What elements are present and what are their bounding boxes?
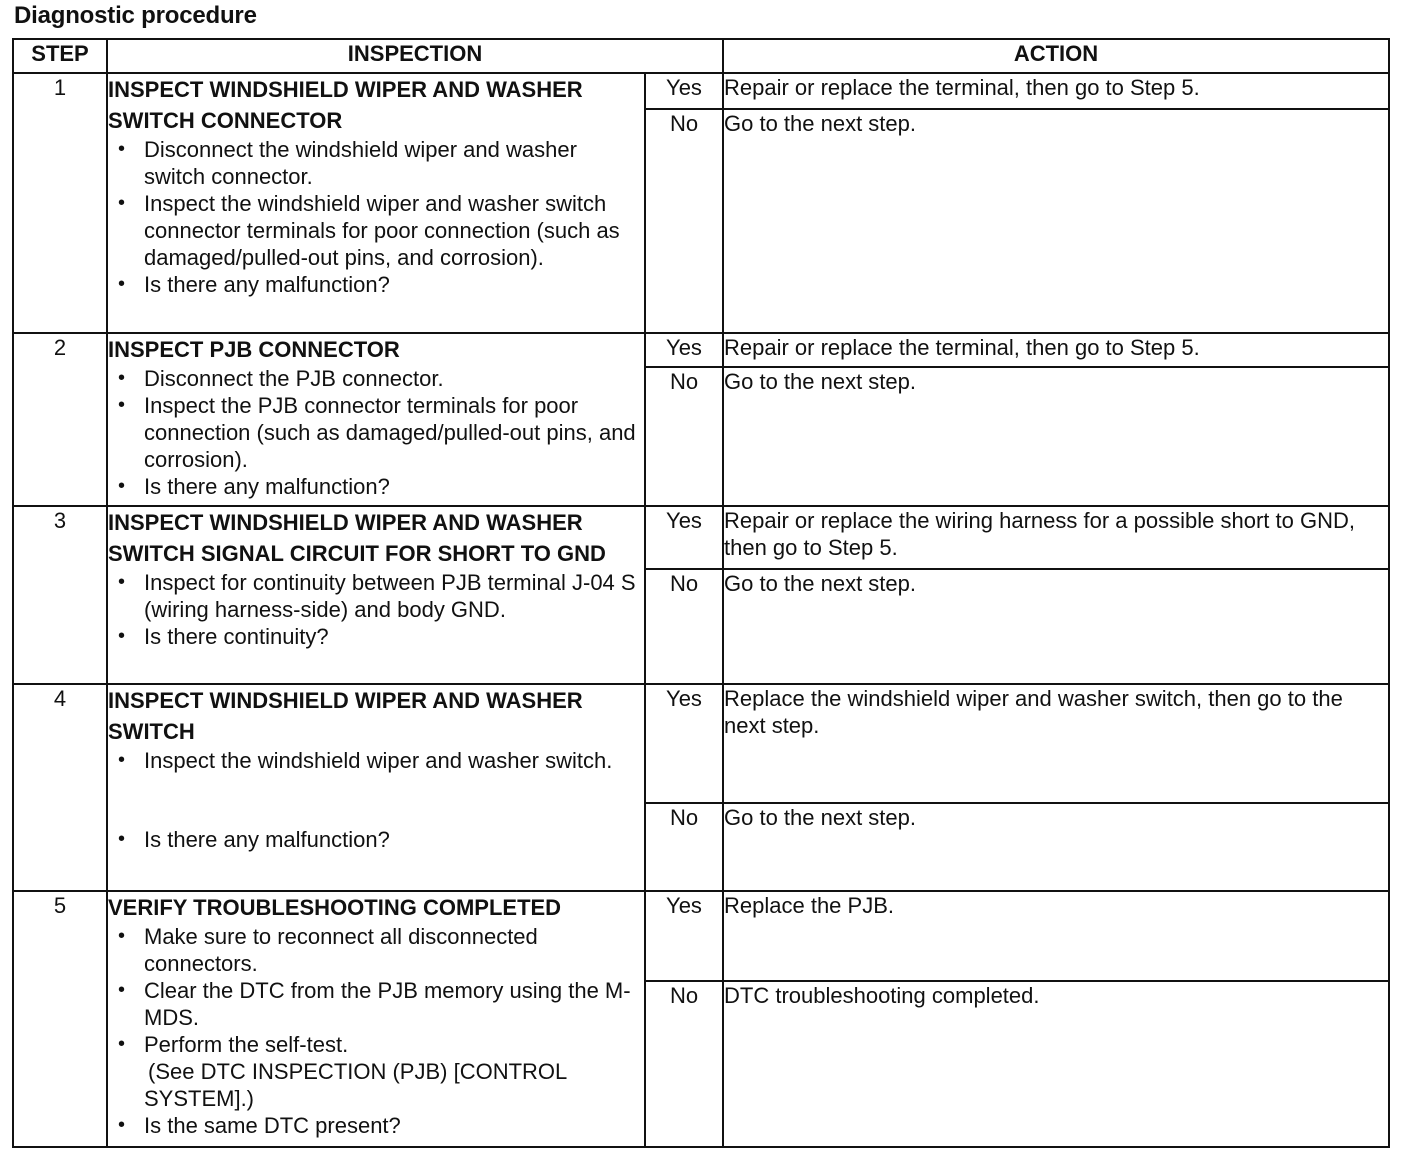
step-5-bullet-3: [144, 1031, 644, 1112]
step-2-bullets: [108, 365, 644, 500]
step-3-bullets: [108, 569, 644, 650]
step-3-yes-row: [13, 506, 1389, 569]
step-2-no-label: No: [645, 367, 723, 506]
step-3-yes-action: Repair or replace the wiring harness for a possible short to GND, then go to Step 5.: [723, 506, 1389, 569]
step-3-bullet-1: • Inspect for continuity between PJB terminal J-04 S (wiring harness-side) and body GND.: [144, 569, 644, 623]
step-4-yes-row: [13, 684, 1389, 803]
step-5-no-action: DTC troubleshooting completed.: [723, 981, 1389, 1147]
step-3-inspection: [107, 506, 645, 684]
step-3-yes-label: Yes: [645, 506, 723, 569]
step-1-yes-action: Repair or replace the terminal, then go to Step 5.: [723, 73, 1389, 109]
step-4-gap: [108, 774, 644, 826]
step-5-inspection: [107, 891, 645, 1147]
step-4-title: INSPECT WINDSHIELD WIPER AND WASHER SWITCH: [108, 688, 583, 744]
step-1-yes-label: Yes: [645, 73, 723, 109]
step-1-no-label: No: [645, 109, 723, 333]
header-action: ACTION: [723, 39, 1389, 73]
step-1-inspection: [107, 73, 645, 333]
step-1-yes-row: [13, 73, 1389, 109]
step-1-bullets: [108, 136, 644, 298]
step-2-yes-row: [13, 333, 1389, 367]
step-4-bullets-2: [108, 826, 644, 853]
header-step: STEP: [13, 39, 107, 73]
step-4-yes-action: Replace the windshield wiper and washer switch, then go to the next step.: [723, 684, 1389, 803]
step-5-bullet-3-text: Perform the self-test.: [144, 1032, 349, 1057]
step-4-bullets: [108, 747, 644, 774]
step-4-yes-label: Yes: [645, 684, 723, 803]
step-3-no-action: Go to the next step.: [723, 569, 1389, 684]
step-1-bullet-2: • Inspect the windshield wiper and washer switch connector terminals for poor connection (such as damaged/pulled-out pins, and corrosion).: [144, 190, 644, 271]
step-5-no-label: No: [645, 981, 723, 1147]
step-4-inspection: [107, 684, 645, 891]
step-4-bullet-2: • Is there any malfunction?: [144, 826, 644, 853]
step-5-bullet-4: • Is the same DTC present?: [144, 1112, 644, 1139]
step-5-yes-action: Replace the PJB.: [723, 891, 1389, 981]
step-1-no-action: Go to the next step.: [723, 109, 1389, 333]
step-3-number: 3: [13, 506, 107, 684]
step-5-reference-note: (See DTC INSPECTION (PJB) [CONTROL SYSTEM].): [144, 1059, 567, 1111]
step-5-bullet-1: • Make sure to reconnect all disconnected connectors.: [144, 923, 644, 977]
step-4-no-label: No: [645, 803, 723, 891]
header-row: [13, 39, 1389, 73]
step-5-bullet-2: • Clear the DTC from the PJB memory using the M-MDS.: [144, 977, 644, 1031]
diagnostic-procedure-table: [12, 38, 1390, 1148]
step-2-yes-label: Yes: [645, 333, 723, 367]
step-4-no-action: Go to the next step.: [723, 803, 1389, 891]
step-1-title: INSPECT WINDSHIELD WIPER AND WASHER SWITCH CONNECTOR: [108, 77, 583, 133]
step-3-bullet-2: • Is there continuity?: [144, 623, 644, 650]
step-5-title: VERIFY TROUBLESHOOTING COMPLETED: [108, 895, 562, 920]
step-2-bullet-3: • Is there any malfunction?: [144, 473, 644, 500]
step-3-title: INSPECT WINDSHIELD WIPER AND WASHER SWITCH SIGNAL CIRCUIT FOR SHORT TO GND: [108, 510, 606, 566]
step-2-inspection: [107, 333, 645, 506]
step-5-number: 5: [13, 891, 107, 1147]
step-2-yes-action: Repair or replace the terminal, then go to Step 5.: [723, 333, 1389, 367]
step-2-title: INSPECT PJB CONNECTOR: [108, 337, 400, 362]
step-1-bullet-3: • Is there any malfunction?: [144, 271, 644, 298]
header-inspection: INSPECTION: [107, 39, 723, 73]
step-1-number: 1: [13, 73, 107, 333]
step-2-bullet-2: • Inspect the PJB connector terminals for poor connection (such as damaged/pulled-out pins, and corrosion).: [144, 392, 644, 473]
step-5-yes-label: Yes: [645, 891, 723, 981]
step-2-no-action: Go to the next step.: [723, 367, 1389, 506]
step-4-bullet-1: • Inspect the windshield wiper and washer switch.: [144, 747, 644, 774]
step-2-bullet-1: • Disconnect the PJB connector.: [144, 365, 644, 392]
step-3-no-label: No: [645, 569, 723, 684]
step-5-bullets: [108, 923, 644, 1139]
step-1-bullet-1: • Disconnect the windshield wiper and washer switch connector.: [144, 136, 644, 190]
step-2-number: 2: [13, 333, 107, 506]
step-4-number: 4: [13, 684, 107, 891]
page-title: Diagnostic procedure: [14, 2, 257, 29]
step-5-yes-row: [13, 891, 1389, 981]
